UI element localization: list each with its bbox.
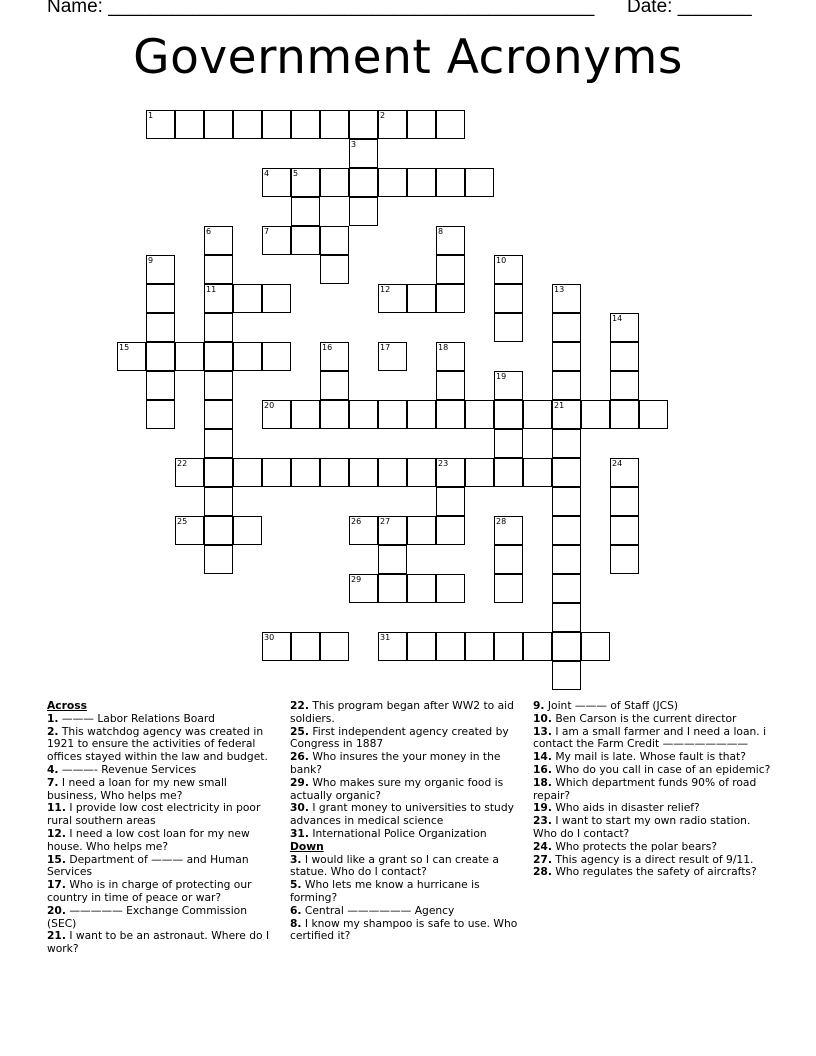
clue-item-number: 4. — [47, 762, 59, 776]
grid-cell[interactable] — [436, 516, 465, 545]
clue-item-text: ————— Exchange Commission (SEC) — [47, 903, 247, 930]
clue-item-text: I know my shampoo is safe to use. Who certified it? — [290, 916, 518, 943]
clue-item-text: Joint ——— of Staff (JCS) — [544, 699, 679, 712]
clue-column-3 — [533, 700, 773, 879]
grid-cell[interactable] — [262, 458, 291, 487]
grid-cell[interactable] — [349, 458, 378, 487]
grid-cell[interactable] — [204, 284, 233, 313]
grid-cell[interactable] — [552, 429, 581, 458]
grid-cell[interactable] — [552, 545, 581, 574]
clue-item-number: 27. — [533, 852, 552, 866]
clue-item-text: I need a loan for my new small business, Who helps me? — [47, 775, 227, 802]
clue-item-number: 24. — [533, 839, 552, 853]
clue-column-1 — [47, 700, 279, 956]
clue-item-text: International Police Organization — [308, 826, 487, 840]
grid-cell[interactable] — [610, 458, 639, 487]
grid-cell[interactable] — [175, 342, 204, 371]
grid-cell[interactable] — [349, 197, 378, 226]
grid-cell[interactable] — [494, 255, 523, 284]
clue-item-text: I grant money to universities to study advances in medical science — [290, 801, 514, 828]
grid-cell[interactable] — [233, 342, 262, 371]
grid-cell[interactable] — [320, 110, 349, 139]
clue-item — [47, 726, 279, 764]
clue-number: 30 — [264, 633, 275, 642]
grid-cell[interactable] — [436, 400, 465, 429]
grid-cell[interactable] — [610, 545, 639, 574]
grid-cell[interactable] — [465, 458, 494, 487]
grid-cell[interactable] — [204, 342, 233, 371]
clue-item-number: 25. — [290, 724, 309, 738]
grid-cell[interactable] — [233, 284, 262, 313]
clue-item-text: I want to start my own radio station. Who do I contact? — [533, 814, 751, 840]
grid-cell[interactable] — [291, 458, 320, 487]
clue-item-text: This agency is a direct result of 9/11. — [551, 852, 754, 866]
grid-cell[interactable] — [523, 632, 552, 661]
clue-number: 10 — [496, 256, 507, 265]
clue-number: 26 — [351, 517, 362, 526]
clue-number: 5 — [293, 169, 299, 178]
clue-item-text: I provide low cost electricity in poor rural southern areas — [47, 801, 261, 828]
clue-number: 2 — [380, 111, 386, 120]
clue-item-text: Central —————— Agency — [301, 903, 455, 917]
clue-item-number: 22. — [290, 699, 309, 712]
clue-item-text: I am a small farmer and I need a loan. i contact the Farm Credit ———————— — [533, 724, 767, 751]
clue-item-number: 31. — [290, 826, 309, 840]
clue-item — [47, 802, 279, 828]
grid-cell[interactable] — [320, 342, 349, 371]
grid-cell[interactable] — [262, 342, 291, 371]
grid-cell[interactable] — [465, 168, 494, 197]
clue-item-number: 18. — [533, 775, 552, 789]
clue-number: 1 — [148, 111, 154, 120]
grid-cell[interactable] — [291, 110, 320, 139]
grid-cell[interactable] — [494, 371, 523, 400]
clue-number: 29 — [351, 575, 362, 584]
grid-cell[interactable] — [349, 400, 378, 429]
clue-number: 17 — [380, 343, 391, 352]
clue-number: 24 — [612, 459, 623, 468]
clue-number: 23 — [438, 459, 449, 468]
grid-cell[interactable] — [204, 516, 233, 545]
grid-cell[interactable] — [175, 110, 204, 139]
clue-item-number: 26. — [290, 750, 309, 764]
clue-item — [290, 828, 522, 841]
clue-item — [290, 751, 522, 777]
date-field-label: Date: _______ — [627, 0, 752, 17]
clue-item — [47, 828, 279, 854]
grid-cell[interactable] — [523, 458, 552, 487]
grid-cell[interactable] — [204, 429, 233, 458]
clue-item-text: Who makes sure my organic food is actually organic? — [290, 775, 504, 802]
grid-cell[interactable] — [320, 168, 349, 197]
clue-number: 25 — [177, 517, 188, 526]
grid-cell[interactable] — [320, 632, 349, 661]
grid-cell[interactable] — [552, 661, 581, 690]
grid-cell[interactable] — [291, 400, 320, 429]
clue-number: 16 — [322, 343, 333, 352]
clue-item — [290, 879, 522, 905]
grid-cell[interactable] — [146, 342, 175, 371]
clue-number: 11 — [206, 285, 217, 294]
grid-cell[interactable] — [465, 632, 494, 661]
grid-cell[interactable] — [233, 516, 262, 545]
grid-cell[interactable] — [146, 400, 175, 429]
grid-cell[interactable] — [378, 516, 407, 545]
grid-cell[interactable] — [349, 110, 378, 139]
grid-cell[interactable] — [146, 313, 175, 342]
grid-cell[interactable] — [407, 284, 436, 313]
clue-item-number: 21. — [47, 929, 66, 943]
clue-number: 12 — [380, 285, 391, 294]
clue-column-2 — [290, 700, 522, 943]
clue-item — [290, 918, 522, 944]
clue-item-text: Ben Carson is the current director — [551, 711, 737, 725]
grid-cell[interactable] — [175, 516, 204, 545]
grid-cell[interactable] — [291, 197, 320, 226]
grid-cell[interactable] — [320, 371, 349, 400]
grid-cell[interactable] — [378, 632, 407, 661]
grid-cell[interactable] — [233, 110, 262, 139]
clue-item-number: 8. — [290, 916, 302, 930]
grid-cell[interactable] — [291, 226, 320, 255]
grid-cell[interactable] — [494, 313, 523, 342]
grid-cell[interactable] — [552, 313, 581, 342]
grid-cell[interactable] — [320, 255, 349, 284]
grid-cell[interactable] — [378, 342, 407, 371]
clue-item-text: Department of ——— and Human Services — [47, 852, 249, 879]
clue-item-number: 3. — [290, 852, 302, 866]
grid-cell[interactable] — [494, 284, 523, 313]
clue-item-number: 13. — [533, 724, 552, 738]
clue-item-text: Who regulates the safety of aircrafts? — [551, 865, 757, 879]
grid-cell[interactable] — [175, 458, 204, 487]
grid-cell[interactable] — [204, 400, 233, 429]
clue-item-text: Who is in charge of protecting our country in time of peace or war? — [47, 878, 252, 904]
clue-number: 31 — [380, 633, 391, 642]
grid-cell[interactable] — [610, 516, 639, 545]
grid-cell[interactable] — [378, 574, 407, 603]
grid-cell[interactable] — [552, 574, 581, 603]
grid-cell[interactable] — [436, 632, 465, 661]
grid-cell[interactable] — [146, 284, 175, 313]
grid-cell[interactable] — [436, 255, 465, 284]
grid-cell[interactable] — [552, 487, 581, 516]
clue-item-number: 1. — [47, 711, 59, 725]
grid-cell[interactable] — [581, 632, 610, 661]
clue-item — [533, 866, 773, 879]
clue-item-text: My mail is late. Whose fault is that? — [551, 750, 746, 764]
clue-number: 3 — [351, 140, 357, 149]
grid-cell[interactable] — [262, 168, 291, 197]
clue-item-text: Who insures the your money in the bank? — [290, 750, 501, 776]
grid-cell[interactable] — [552, 516, 581, 545]
grid-cell[interactable] — [552, 400, 581, 429]
grid-cell[interactable] — [436, 458, 465, 487]
grid-cell[interactable] — [262, 226, 291, 255]
clue-item-number: 19. — [533, 801, 552, 815]
clue-number: 20 — [264, 401, 275, 410]
grid-cell[interactable] — [465, 400, 494, 429]
clue-number: 7 — [264, 227, 270, 236]
grid-cell[interactable] — [378, 110, 407, 139]
clue-item-text: ——— Labor Relations Board — [58, 711, 215, 725]
grid-cell[interactable] — [610, 371, 639, 400]
grid-cell[interactable] — [204, 371, 233, 400]
grid-cell[interactable] — [407, 574, 436, 603]
clue-item — [290, 726, 522, 752]
clue-item-number: 28. — [533, 865, 552, 879]
grid-cell[interactable] — [117, 342, 146, 371]
clue-item-number: 17. — [47, 878, 66, 892]
clue-item-text: First independent agency created by Congress in 1887 — [290, 724, 509, 751]
page-title: Government Acronyms — [133, 30, 683, 85]
clue-item-text: Who aids in disaster relief? — [551, 801, 700, 815]
grid-cell[interactable] — [262, 110, 291, 139]
grid-cell[interactable] — [494, 516, 523, 545]
clue-item — [290, 777, 522, 803]
clue-number: 21 — [554, 401, 565, 410]
grid-cell[interactable] — [494, 574, 523, 603]
clue-number: 4 — [264, 169, 270, 178]
clue-item — [533, 777, 773, 803]
grid-cell[interactable] — [436, 342, 465, 371]
clue-item-text: I want to be an astronaut. Where do I work? — [47, 929, 270, 956]
clue-item — [533, 815, 773, 841]
clue-item-number: 16. — [533, 762, 552, 776]
grid-cell[interactable] — [407, 168, 436, 197]
grid-cell[interactable] — [436, 110, 465, 139]
grid-cell[interactable] — [552, 458, 581, 487]
clue-number: 6 — [206, 227, 212, 236]
clue-item-number: 2. — [47, 724, 59, 738]
grid-cell[interactable] — [378, 168, 407, 197]
clue-item-text: Who protects the polar bears? — [551, 839, 718, 853]
clue-item-text: This watchdog agency was created in 1921 to ensure the activities of federal offices stayed within the law and budget. — [47, 724, 268, 764]
grid-cell[interactable] — [494, 632, 523, 661]
grid-cell[interactable] — [378, 458, 407, 487]
grid-cell[interactable] — [320, 458, 349, 487]
grid-cell[interactable] — [436, 168, 465, 197]
grid-cell[interactable] — [494, 400, 523, 429]
clue-number: 14 — [612, 314, 623, 323]
grid-cell[interactable] — [349, 516, 378, 545]
clue-item — [533, 726, 773, 752]
clue-item — [47, 777, 279, 803]
clue-item — [290, 802, 522, 828]
grid-cell[interactable] — [146, 371, 175, 400]
grid-cell[interactable] — [204, 487, 233, 516]
grid-cell[interactable] — [407, 400, 436, 429]
grid-cell[interactable] — [204, 313, 233, 342]
grid-cell[interactable] — [552, 342, 581, 371]
clue-item-number: 7. — [47, 775, 59, 789]
clue-item-number: 30. — [290, 801, 309, 815]
clue-item-number: 14. — [533, 750, 552, 764]
clue-item-number: 29. — [290, 775, 309, 789]
clue-item-number: 12. — [47, 826, 66, 840]
clue-item-number: 20. — [47, 903, 66, 917]
clue-item-number: 6. — [290, 903, 302, 917]
clue-number: 27 — [380, 517, 391, 526]
clue-item-number: 10. — [533, 711, 552, 725]
grid-cell[interactable] — [552, 284, 581, 313]
grid-cell[interactable] — [610, 487, 639, 516]
grid-cell[interactable] — [552, 371, 581, 400]
grid-cell[interactable] — [552, 632, 581, 661]
clue-item-text: Which department funds 90% of road repair? — [533, 775, 757, 802]
clue-number: 19 — [496, 372, 507, 381]
grid-cell[interactable] — [349, 574, 378, 603]
clue-item — [47, 854, 279, 880]
grid-cell[interactable] — [523, 400, 552, 429]
grid-cell[interactable] — [146, 255, 175, 284]
grid-cell[interactable] — [349, 139, 378, 168]
section-heading: Across — [47, 699, 87, 712]
clue-item-text: Who lets me know a hurricane is forming? — [290, 878, 480, 904]
grid-cell[interactable] — [407, 110, 436, 139]
clue-item — [47, 879, 279, 905]
grid-cell[interactable] — [436, 487, 465, 516]
grid-cell[interactable] — [639, 400, 668, 429]
grid-cell[interactable] — [204, 255, 233, 284]
grid-cell[interactable] — [407, 458, 436, 487]
grid-cell[interactable] — [291, 168, 320, 197]
clue-number: 15 — [119, 343, 130, 352]
grid-cell[interactable] — [494, 429, 523, 458]
grid-cell[interactable] — [204, 545, 233, 574]
grid-cell[interactable] — [291, 632, 320, 661]
grid-cell[interactable] — [233, 458, 262, 487]
clue-item — [290, 700, 522, 726]
grid-cell[interactable] — [349, 168, 378, 197]
clue-number: 22 — [177, 459, 188, 468]
grid-cell[interactable] — [262, 284, 291, 313]
grid-cell[interactable] — [494, 545, 523, 574]
clue-item-text: I would like a grant so I can create a statue. Who do I contact? — [290, 852, 499, 879]
clue-item-number: 23. — [533, 814, 552, 828]
clue-item-number: 11. — [47, 801, 66, 815]
clue-number: 18 — [438, 343, 449, 352]
grid-cell[interactable] — [581, 400, 610, 429]
grid-cell[interactable] — [320, 226, 349, 255]
clue-number: 28 — [496, 517, 507, 526]
grid-cell[interactable] — [610, 313, 639, 342]
clue-item-text: ———- Revenue Services — [58, 762, 197, 776]
grid-cell[interactable] — [494, 458, 523, 487]
section-heading: Down — [290, 839, 324, 853]
clue-item-text: I need a low cost loan for my new house. Who helps me? — [47, 826, 250, 853]
clue-item-text: This program began after WW2 to aid soldiers. — [290, 699, 514, 725]
grid-cell[interactable] — [436, 226, 465, 255]
clue-item-number: 5. — [290, 878, 302, 892]
grid-cell[interactable] — [378, 545, 407, 574]
clue-item — [47, 930, 279, 956]
grid-cell[interactable] — [552, 603, 581, 632]
grid-cell[interactable] — [378, 284, 407, 313]
clue-item — [290, 854, 522, 880]
grid-cell[interactable] — [204, 226, 233, 255]
grid-cell[interactable] — [436, 574, 465, 603]
clue-item-number: 9. — [533, 699, 545, 712]
grid-cell[interactable] — [610, 342, 639, 371]
grid-cell[interactable] — [262, 632, 291, 661]
clue-number: 13 — [554, 285, 565, 294]
clue-item — [47, 905, 279, 931]
grid-cell[interactable] — [262, 400, 291, 429]
grid-cell[interactable] — [204, 110, 233, 139]
grid-cell[interactable] — [436, 284, 465, 313]
grid-cell[interactable] — [436, 371, 465, 400]
clue-number: 8 — [438, 227, 444, 236]
clue-item-text: Who do you call in case of an epidemic? — [551, 762, 771, 776]
name-field-label: Name: ______________________________________________ — [47, 0, 595, 17]
grid-cell[interactable] — [407, 632, 436, 661]
grid-cell[interactable] — [204, 458, 233, 487]
grid-cell[interactable] — [610, 400, 639, 429]
clue-number: 9 — [148, 256, 154, 265]
grid-cell[interactable] — [407, 516, 436, 545]
clue-item-number: 15. — [47, 852, 66, 866]
grid-cell[interactable] — [320, 400, 349, 429]
grid-cell[interactable] — [146, 110, 175, 139]
grid-cell[interactable] — [378, 400, 407, 429]
